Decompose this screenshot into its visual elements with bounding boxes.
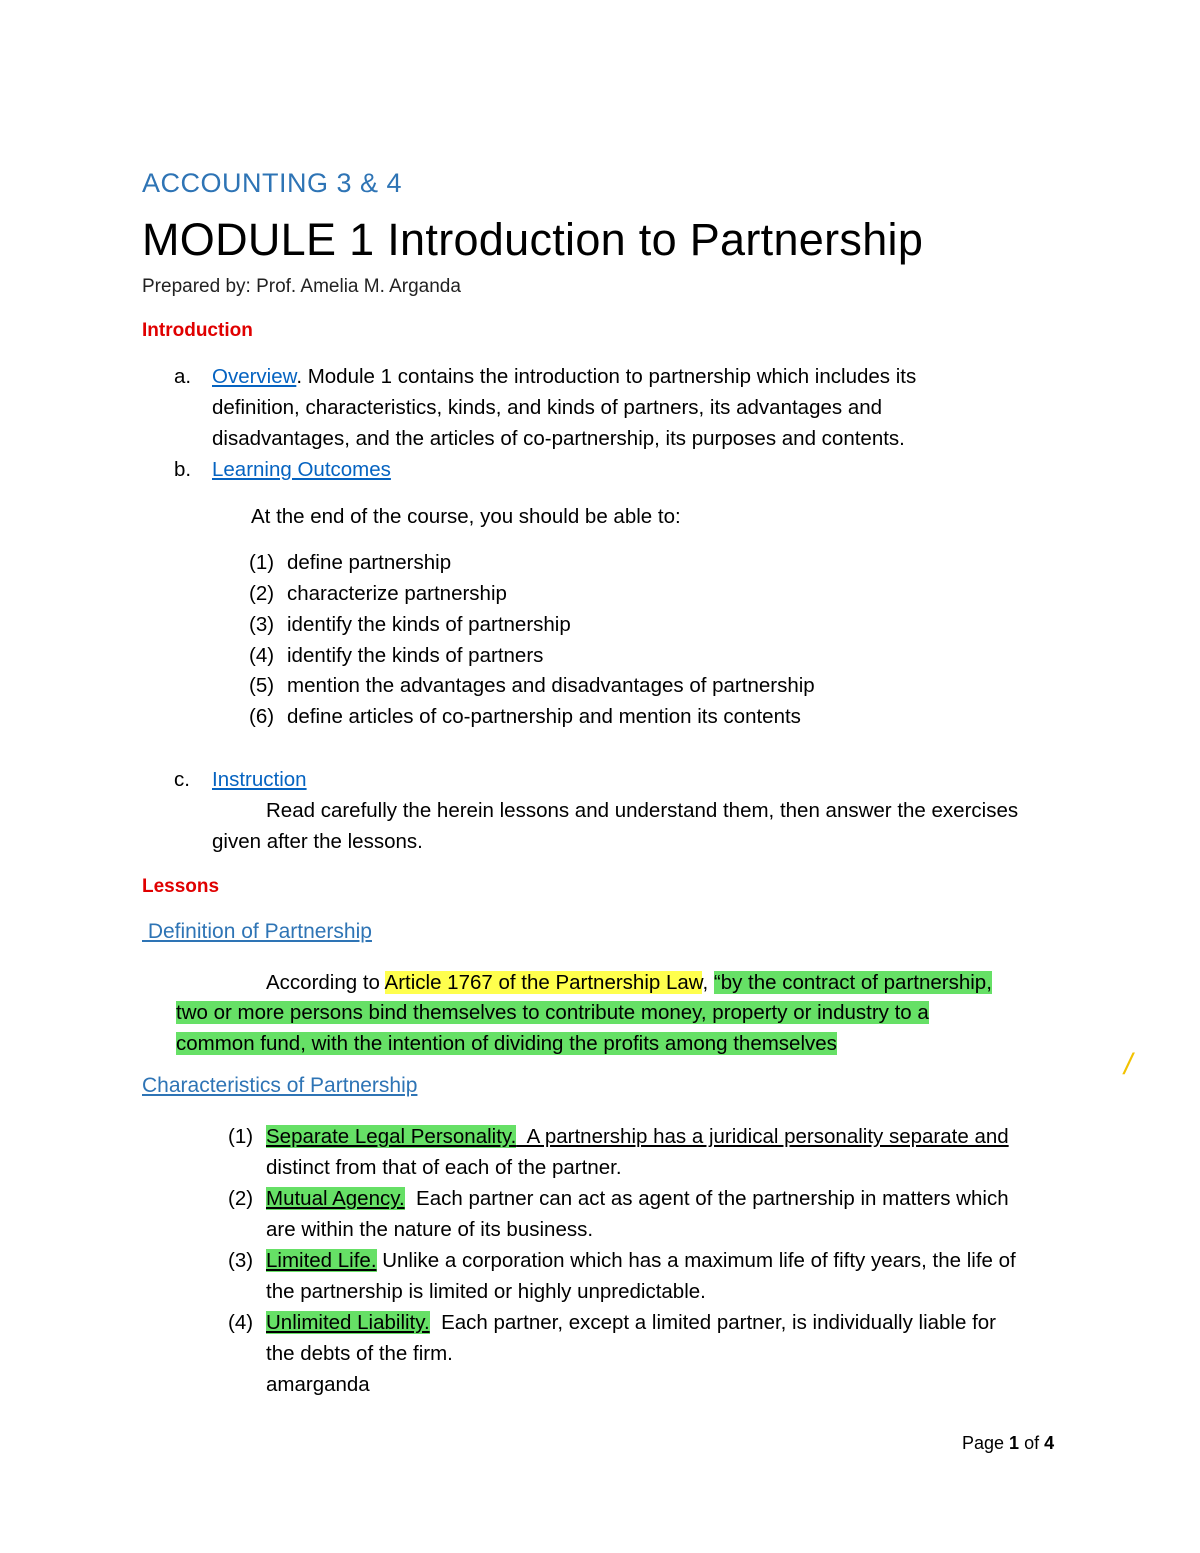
outcome-number: (2) xyxy=(249,582,275,605)
definition-lead: According to xyxy=(266,971,385,994)
instruction-text-line1: Read carefully the herein lessons and understand them, then answer the exercises xyxy=(266,799,1019,822)
outcome-text: identify the kinds of partners xyxy=(287,644,544,667)
outcome-number: (4) xyxy=(249,644,275,667)
characteristic-number: (3) xyxy=(228,1249,254,1272)
of-word: of xyxy=(1019,1433,1045,1453)
outcome-text: define partnership xyxy=(287,551,452,574)
characteristic-term: Limited Life. xyxy=(266,1249,377,1272)
outcome-text: identify the kinds of partnership xyxy=(287,613,571,636)
characteristic-text: Each partner can act as agent of the partnership in matters which xyxy=(404,1187,1009,1210)
definition-line3 xyxy=(176,1028,837,1059)
lessons-heading: Lessons xyxy=(142,876,220,897)
characteristic-number: (2) xyxy=(228,1187,254,1210)
overview-text-line2: definition, characteristics, kinds, and kinds of partners, its advantages and xyxy=(212,396,883,419)
definition-heading: Definition of Partnership xyxy=(142,920,372,943)
characteristic-text-continued: distinct from that of each of the partner. xyxy=(266,1156,622,1179)
definition-comma: , xyxy=(702,971,714,994)
characteristic-text: Unlike a corporation which has a maximum life of fifty years, the life of xyxy=(376,1249,1016,1272)
instruction-item xyxy=(174,764,307,795)
characteristic-text-continued: the debts of the firm. xyxy=(266,1342,453,1365)
overview-marker: a. xyxy=(174,365,192,388)
characteristic-term: Mutual Agency. xyxy=(266,1187,405,1210)
learning-outcomes-item xyxy=(174,454,391,485)
outcome-number: (1) xyxy=(249,551,275,574)
overview-item xyxy=(174,361,916,392)
characteristic-number: (1) xyxy=(228,1125,254,1148)
page-number xyxy=(962,1433,1054,1454)
outcome-text: characterize partnership xyxy=(287,582,507,605)
characteristic-text: Each partner, except a limited partner, is individually liable for xyxy=(429,1311,997,1334)
characteristic-text-continued: are within the nature of its business. xyxy=(266,1218,594,1241)
article-highlight: Article 1767 of the Partnership Law xyxy=(384,971,703,994)
overview-text-line1: . Module 1 contains the introduction to partnership which includes its xyxy=(296,365,917,388)
total-pages: 4 xyxy=(1044,1433,1055,1453)
course-subject: ACCOUNTING 3 & 4 xyxy=(142,168,403,198)
outcome-text: define articles of co-partnership and mention its contents xyxy=(287,705,801,728)
instruction-marker: c. xyxy=(174,768,190,791)
characteristic-item xyxy=(228,1183,1009,1214)
definition-quote-line3: common fund, with the intention of dividing the profits among themselves xyxy=(176,1032,837,1055)
outcome-item xyxy=(249,701,801,732)
overview-text-line3: disadvantages, and the articles of co-partnership, its purposes and contents. xyxy=(212,427,905,450)
annotation-mark: / xyxy=(1124,1048,1133,1081)
characteristic-text-continued: the partnership is limited or highly unpredictable. xyxy=(266,1280,706,1303)
learning-outcomes-link[interactable]: Learning Outcomes xyxy=(212,458,391,481)
outcome-item xyxy=(249,670,815,701)
outcome-item xyxy=(249,609,571,640)
instruction-text-line2: given after the lessons. xyxy=(212,830,423,853)
introduction-heading: Introduction xyxy=(142,320,253,341)
definition-line1 xyxy=(266,967,992,998)
characteristic-term: Unlimited Liability. xyxy=(266,1311,430,1334)
outcome-number: (6) xyxy=(249,705,275,728)
module-title: MODULE 1 Introduction to Partnership xyxy=(142,214,924,265)
learning-outcomes-marker: b. xyxy=(174,458,192,481)
outcome-item xyxy=(249,578,507,609)
outcome-number: (3) xyxy=(249,613,275,636)
outcome-item xyxy=(249,547,451,578)
learning-outcomes-intro: At the end of the course, you should be able to: xyxy=(251,505,681,528)
outcome-item xyxy=(249,640,543,671)
characteristic-item xyxy=(228,1307,996,1338)
characteristic-term: Separate Legal Personality. xyxy=(266,1125,517,1148)
author-signature: amarganda xyxy=(266,1373,370,1396)
characteristic-item xyxy=(228,1121,1009,1152)
characteristic-number: (4) xyxy=(228,1311,254,1334)
characteristics-heading: Characteristics of Partnership xyxy=(142,1074,418,1097)
instruction-link[interactable]: Instruction xyxy=(212,768,307,791)
characteristic-text: A partnership has a juridical personality separate and xyxy=(516,1125,1009,1148)
outcome-text: mention the advantages and disadvantages of partnership xyxy=(287,674,815,697)
page-word: Page xyxy=(962,1433,1010,1453)
characteristic-item xyxy=(228,1245,1016,1276)
definition-quote-line1: “by the contract of partnership, xyxy=(713,971,992,994)
prepared-by: Prepared by: Prof. Amelia M. Arganda xyxy=(142,276,461,297)
definition-line2 xyxy=(176,997,929,1028)
definition-quote-line2: two or more persons bind themselves to contribute money, property or industry to a xyxy=(176,1001,929,1024)
current-page: 1 xyxy=(1009,1433,1020,1453)
overview-link[interactable]: Overview xyxy=(212,365,297,388)
outcome-number: (5) xyxy=(249,674,275,697)
